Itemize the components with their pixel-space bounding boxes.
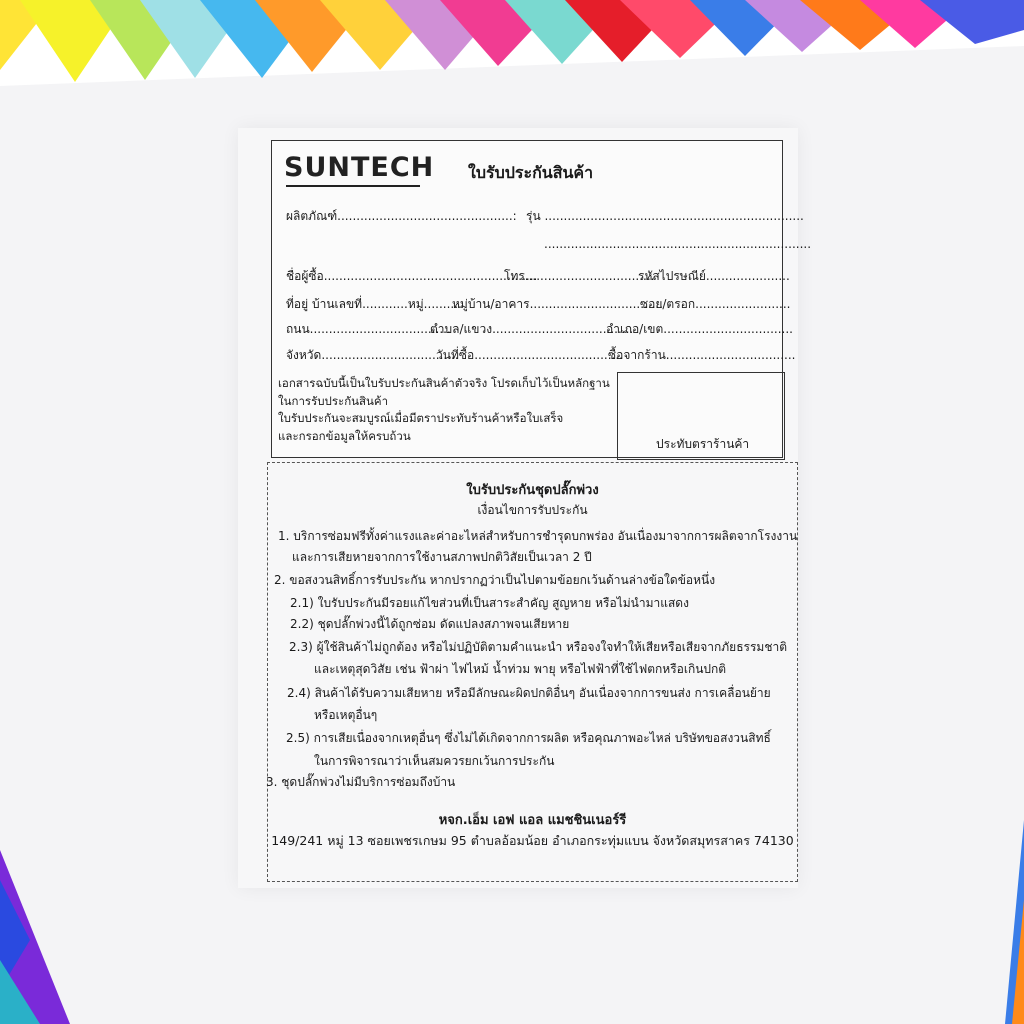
purchased-from-field: ซื้อจากร้าน.................................. xyxy=(608,348,796,362)
company-address: 149/241 หมู่ 13 ซอยเพชรเกษม 95 ตำบลอ้อมน้อย อำเภอกระทุ่มแบน จังหวัดสมุทรสาคร 74130 xyxy=(271,833,794,848)
purchase-date-field: วันที่ซื้อ....................................... xyxy=(436,348,623,362)
notice-line: ในการรับประกันสินค้า xyxy=(278,393,389,408)
notice-line: และกรอกข้อมูลให้ครบถ้วน xyxy=(278,428,411,443)
store-stamp-label: ประทับตราร้านค้า xyxy=(656,437,750,451)
subdistrict-field: ตำบล/แขวง..................................... xyxy=(430,322,634,336)
terms-line: 2.1) ใบรับประกันมีรอยแก้ไขส่วนที่เป็นสาระสำคัญ สูญหาย หรือไม่นำมาแสดง xyxy=(290,596,689,610)
warranty-notice xyxy=(278,375,614,445)
terms-line: 1. บริการซ่อมฟรีทั้งค่าแรงและค่าอะไหล่สำหรับการชำรุดบกพร่อง อันเนื่องมาจากการผลิตจากโรงงาน xyxy=(278,529,798,543)
notice-line: ใบรับประกันจะสมบูรณ์เมื่อมีตราประทับร้านค้าหรือใบเสร็จ xyxy=(278,411,564,425)
terms-subtitle: เงื่อนไขการรับประกัน xyxy=(477,503,588,517)
province-field: จังหวัด.................................... xyxy=(286,348,459,362)
logo-underline xyxy=(286,185,420,187)
phone-field: โทร.................................. xyxy=(504,269,655,283)
terms-line: 2.4) สินค้าได้รับความเสียหาย หรือมีลักษณะผิดปกติอื่นๆ อันเนื่องจากการขนส่ง การเคลื่อนย้าย xyxy=(287,686,771,700)
terms-line: 3. ชุดปลั๊กพ่วงไม่มีบริการซ่อมถึงบ้าน xyxy=(266,775,456,789)
company-name: หจก.เอ็ม เอฟ แอล แมชชินเนอร์รี xyxy=(438,813,627,828)
terms-line: ในการพิจารณาว่าเห็นสมควรยกเว้นการประกัน xyxy=(314,754,555,768)
store-stamp-box xyxy=(617,372,785,460)
road-field: ถนน..................................... xyxy=(286,322,451,336)
house-number-field: ที่อยู่ บ้านเลขที่............หมู่.......... xyxy=(286,297,462,311)
suntech-logo: SUNTECH xyxy=(284,152,435,183)
terms-line: 2.2) ชุดปลั๊กพ่วงนี้ได้ถูกซ่อม ดัดแปลงสภาพจนเสียหาย xyxy=(290,617,570,631)
terms-line: หรือเหตุอื่นๆ xyxy=(314,708,378,722)
notice-line: เอกสารฉบับนี้เป็นใบรับประกันสินค้าตัวจริง โปรดเก็บไว้เป็นหลักฐาน xyxy=(278,376,610,390)
model-field-continuation: ...................................................................... xyxy=(544,237,812,251)
terms-line: และการเสียหายจากการใช้งานสภาพปกติวิสัยเป็นเวลา 2 ปี xyxy=(292,550,592,564)
terms-line: และเหตุสุดวิสัย เช่น ฟ้าผ่า ไฟไหม้ น้ำท่วม พายุ หรือไฟฟ้าที่ใช้ไฟตกหรือเกินปกติ xyxy=(314,662,727,676)
district-field: อำเภอ/เขต.................................. xyxy=(606,322,793,336)
buyer-name-field: ชื่อผู้ซื้อ........................................................ xyxy=(286,269,538,283)
terms-line: 2. ขอสงวนสิทธิ์การรับประกัน หากปรากฏว่าเป็นไปตามข้อยกเว้นด้านล่างข้อใดข้อหนึ่ง xyxy=(274,573,716,587)
terms-line: 2.3) ผู้ใช้สินค้าไม่ถูกต้อง หรือไม่ปฏิบัติตามคำแนะนำ หรือจงใจทำให้เสียหรือเสียจากภัยธรรมชาติ xyxy=(289,640,788,654)
postal-code-field: รหัสไปรษณีย์...................... xyxy=(638,269,790,283)
warranty-card xyxy=(271,140,812,458)
terms-line: 2.5) การเสียเนื่องจากเหตุอื่นๆ ซึ่งไม่ได้เกิดจากการผลิต หรือคุณภาพอะไหล่ บริษัทขอสงวนสิทธิ์ xyxy=(286,731,771,745)
village-building-field: หมู่บ้าน/อาคาร................................... xyxy=(452,297,664,311)
soi-field: ซอย/ตรอก......................... xyxy=(640,297,791,311)
product-field: ผลิตภัณฑ์..............................................: xyxy=(286,209,517,223)
card-title: ใบรับประกันสินค้า xyxy=(468,163,594,182)
warranty-terms xyxy=(267,462,798,882)
terms-title: ใบรับประกันชุดปลั๊กพ่วง xyxy=(466,483,599,498)
model-field: รุ่น .................................................................... xyxy=(526,209,804,223)
